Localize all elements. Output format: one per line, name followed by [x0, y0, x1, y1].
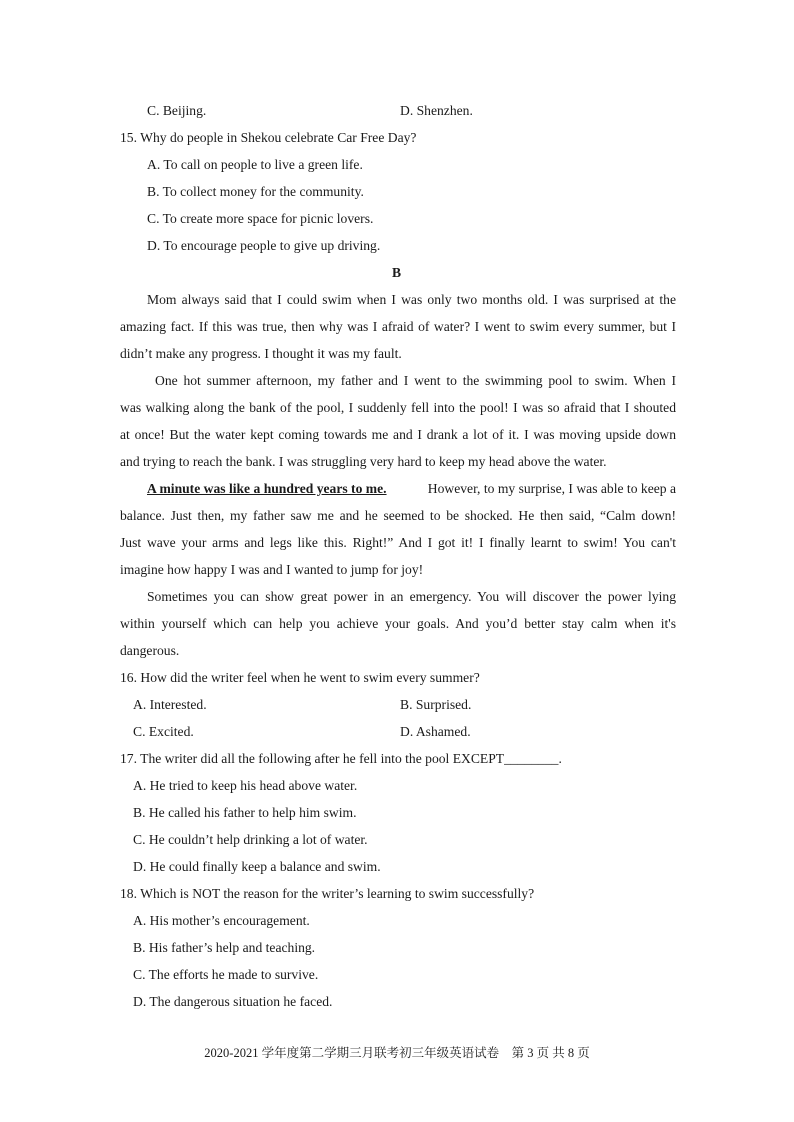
q18-question: 18. Which is NOT the reason for the writer’s learning to swim successfully?	[120, 886, 535, 901]
q14-option-c: C. Beijing.	[147, 103, 207, 118]
q15-option-d: D. To encourage people to give up driving.	[147, 238, 381, 253]
q15-option-b: B. To collect money for the community.	[147, 184, 364, 199]
p4-line-3: dangerous.	[120, 643, 180, 658]
q18-option-b: B. His father’s help and teaching.	[133, 940, 316, 955]
p1-line-2: amazing fact. If this was true, then why was I afraid of water? I went to swim every summer, but I	[120, 319, 676, 334]
p3-line-2: balance. Just then, my father saw me and he seemed to be shocked. He then said, “Calm down!	[120, 508, 676, 523]
p3-line-4: imagine how happy I was and I wanted to jump for joy!	[120, 562, 424, 577]
q17-option-b: B. He called his father to help him swim.	[133, 805, 357, 820]
q18-option-c: C. The efforts he made to survive.	[133, 967, 319, 982]
q15-question: 15. Why do people in Shekou celebrate Car Free Day?	[120, 130, 417, 145]
q15-option-a: A. To call on people to live a green life.	[147, 157, 363, 172]
q17-option-a: A. He tried to keep his head above water.	[133, 778, 358, 793]
page-footer: 2020-2021 学年度第二学期三月联考初三年级英语试卷 第 3 页 共 8 页	[204, 1046, 590, 1060]
p1-line-3: didn’t make any progress. I thought it was my fault.	[120, 346, 402, 361]
q17-question: 17. The writer did all the following after he fell into the pool EXCEPT________.	[120, 751, 562, 766]
p2-line-1: One hot summer afternoon, my father and I went to the swimming pool to swim. When I	[155, 373, 676, 388]
p3-underlined-sentence: A minute was like a hundred years to me.	[147, 481, 387, 496]
q17-option-d: D. He could finally keep a balance and swim.	[133, 859, 381, 874]
q16-option-b: B. Surprised.	[400, 697, 472, 712]
p1-line-1: Mom always said that I could swim when I was only two months old. I was surprised at the	[147, 292, 676, 307]
q16-question: 16. How did the writer feel when he went to swim every summer?	[120, 670, 480, 685]
p4-line-2: within yourself which can help you achieve your goals. And you’d better stay calm when it's	[120, 616, 676, 631]
p3-line-1-rest: However, to my surprise, I was able to keep a	[427, 481, 676, 496]
p3-line-1	[147, 482, 676, 496]
p2-line-4: and trying to reach the bank. I was struggling very hard to keep my head above the water.	[120, 454, 607, 469]
q16-option-c: C. Excited.	[133, 724, 194, 739]
q14-option-d: D. Shenzhen.	[400, 103, 473, 118]
section-b-title: B	[392, 265, 402, 280]
q17-option-c: C. He couldn’t help drinking a lot of water.	[133, 832, 368, 847]
p4-line-1: Sometimes you can show great power in an emergency. You will discover the power lying	[147, 589, 676, 604]
p2-line-3: at once! But the water kept coming towards me and I drank a lot of it. I was moving upside down	[120, 427, 676, 442]
q16-option-a: A. Interested.	[133, 697, 207, 712]
q16-option-d: D. Ashamed.	[400, 724, 471, 739]
p2-line-2: was walking along the bank of the pool, I suddenly fell into the pool! I was so afraid that I shouted	[120, 400, 676, 415]
q15-option-c: C. To create more space for picnic lovers.	[147, 211, 374, 226]
q18-option-a: A. His mother’s encouragement.	[133, 913, 310, 928]
q18-option-d: D. The dangerous situation he faced.	[133, 994, 333, 1009]
p3-line-3: Just wave your arms and legs like this. Right!” And I got it! I finally learnt to swim! You can't	[120, 535, 676, 550]
